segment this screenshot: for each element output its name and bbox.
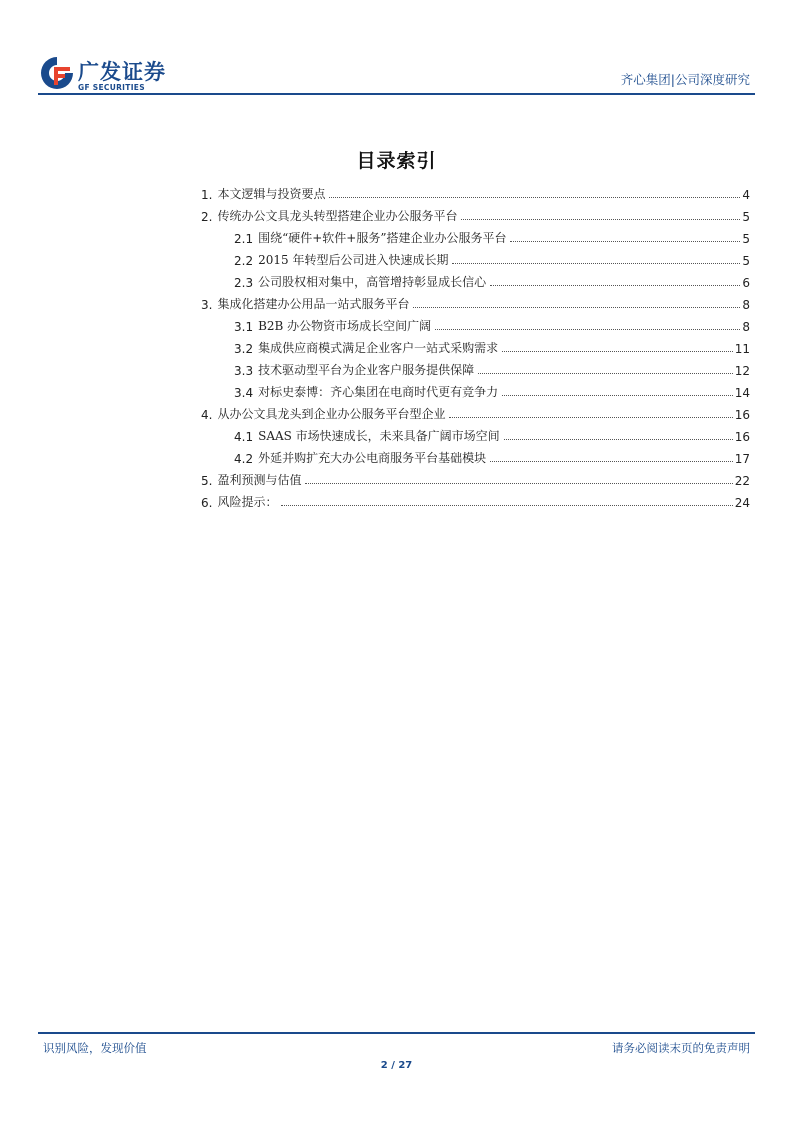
toc-entry-number: 3. bbox=[201, 298, 213, 312]
toc-entry-label: 从办公文具龙头到企业办公服务平台型企业 bbox=[217, 407, 446, 421]
toc-entry-page: 14 bbox=[734, 386, 750, 400]
toc-entry-number: 4. bbox=[201, 408, 213, 422]
toc-entry[interactable] bbox=[201, 444, 750, 466]
toc-entry-number: 5. bbox=[201, 474, 213, 488]
toc-dot-leader bbox=[510, 241, 740, 242]
gf-logo-mark-icon bbox=[40, 55, 74, 91]
footer-divider bbox=[38, 1032, 755, 1034]
toc-entry-page: 8 bbox=[742, 320, 750, 334]
toc-entry[interactable] bbox=[201, 268, 750, 290]
toc-dot-leader bbox=[413, 307, 740, 308]
header-divider bbox=[38, 93, 755, 95]
toc-entry-page: 22 bbox=[734, 474, 750, 488]
toc-dot-leader bbox=[502, 395, 733, 396]
toc-entry-number: 2.3 bbox=[234, 276, 254, 290]
toc-entry-label: 集成化搭建办公用品一站式服务平台 bbox=[217, 297, 410, 311]
toc-entry-number: 4.1 bbox=[234, 430, 254, 444]
toc-dot-leader bbox=[461, 219, 740, 220]
toc-entry-label: 集成供应商模式满足企业客户一站式采购需求 bbox=[258, 341, 499, 355]
toc-entry-label: 对标史泰博：齐心集团在电商时代更有竞争力 bbox=[258, 385, 499, 399]
toc-entry-label: 公司股权相对集中，高管增持彰显成长信心 bbox=[258, 275, 487, 289]
toc-entry[interactable] bbox=[201, 378, 750, 400]
toc-entry-number: 3.3 bbox=[234, 364, 254, 378]
toc-entry-label: B2B 办公物资市场成长空间广阔 bbox=[258, 319, 432, 333]
footer-disclaimer: 请务必阅读末页的免责声明 bbox=[612, 1041, 750, 1055]
toc-entry-number: 2.2 bbox=[234, 254, 254, 268]
toc-entry-page: 5 bbox=[742, 254, 750, 268]
toc-entry-number: 1. bbox=[201, 188, 213, 202]
toc-entry-page: 8 bbox=[742, 298, 750, 312]
toc-dot-leader bbox=[449, 417, 732, 418]
toc-dot-leader bbox=[490, 285, 740, 286]
toc-entry-label: 传统办公文具龙头转型搭建企业办公服务平台 bbox=[217, 209, 458, 223]
toc-entry-number: 4.2 bbox=[234, 452, 254, 466]
toc-entry-number: 2. bbox=[201, 210, 213, 224]
toc-entry-page: 17 bbox=[734, 452, 750, 466]
toc-entry-number: 3.4 bbox=[234, 386, 254, 400]
toc-dot-leader bbox=[452, 263, 740, 264]
toc-entry-page: 11 bbox=[734, 342, 750, 356]
toc-entry-page: 16 bbox=[734, 408, 750, 422]
toc-dot-leader bbox=[435, 329, 740, 330]
toc-entry-page: 24 bbox=[734, 496, 750, 510]
toc-entry-number: 3.1 bbox=[234, 320, 254, 334]
toc-dot-leader bbox=[502, 351, 733, 352]
toc-entry-label: 外延并购扩充大办公电商服务平台基础模块 bbox=[258, 451, 487, 465]
toc-dot-leader bbox=[305, 483, 732, 484]
toc-dot-leader bbox=[504, 439, 733, 440]
toc-entry[interactable] bbox=[201, 400, 750, 422]
page-number: 2 / 27 bbox=[380, 1060, 413, 1071]
toc-entry-page: 12 bbox=[734, 364, 750, 378]
toc-entry[interactable] bbox=[201, 180, 750, 202]
toc-entry-page: 16 bbox=[734, 430, 750, 444]
toc-entry-label: 本文逻辑与投资要点 bbox=[217, 187, 326, 201]
table-of-contents bbox=[201, 180, 750, 510]
toc-entry[interactable] bbox=[201, 422, 750, 444]
toc-dot-leader bbox=[478, 373, 733, 374]
toc-entry-number: 3.2 bbox=[234, 342, 254, 356]
toc-entry-label: 2015 年转型后公司进入快速成长期 bbox=[258, 253, 449, 267]
toc-dot-leader bbox=[281, 505, 732, 506]
toc-entry[interactable] bbox=[201, 488, 750, 510]
toc-entry-label: 盈利预测与估值 bbox=[217, 473, 302, 487]
footer-slogan: 识别风险，发现价值 bbox=[43, 1041, 147, 1055]
toc-entry[interactable] bbox=[201, 334, 750, 356]
toc-entry-page: 5 bbox=[742, 210, 750, 224]
toc-entry[interactable] bbox=[201, 290, 750, 312]
toc-entry[interactable] bbox=[201, 356, 750, 378]
toc-entry-page: 5 bbox=[742, 232, 750, 246]
toc-entry-label: SAAS 市场快速成长，未来具备广阔市场空间 bbox=[258, 429, 500, 443]
toc-entry[interactable] bbox=[201, 246, 750, 268]
toc-entry[interactable] bbox=[201, 466, 750, 488]
toc-title: 目录索引 bbox=[356, 150, 437, 172]
toc-entry-label: 风险提示： bbox=[217, 495, 278, 509]
toc-entry[interactable] bbox=[201, 202, 750, 224]
report-header-title: 齐心集团|公司深度研究 bbox=[620, 72, 750, 87]
toc-dot-leader bbox=[490, 461, 733, 462]
logo-en-text: GF SECURITIES bbox=[78, 83, 145, 92]
toc-dot-leader bbox=[329, 197, 740, 198]
toc-entry-page: 4 bbox=[742, 188, 750, 202]
toc-entry[interactable] bbox=[201, 312, 750, 334]
toc-entry-number: 2.1 bbox=[234, 232, 254, 246]
toc-entry-page: 6 bbox=[742, 276, 750, 290]
logo-cn-text: 广发证券 bbox=[78, 60, 166, 84]
toc-entry[interactable] bbox=[201, 224, 750, 246]
toc-entry-number: 6. bbox=[201, 496, 213, 510]
toc-entry-label: 技术驱动型平台为企业客户服务提供保障 bbox=[258, 363, 475, 377]
company-logo bbox=[40, 55, 170, 95]
toc-entry-label: 围绕“硬件+软件+服务”搭建企业办公服务平台 bbox=[258, 231, 507, 245]
